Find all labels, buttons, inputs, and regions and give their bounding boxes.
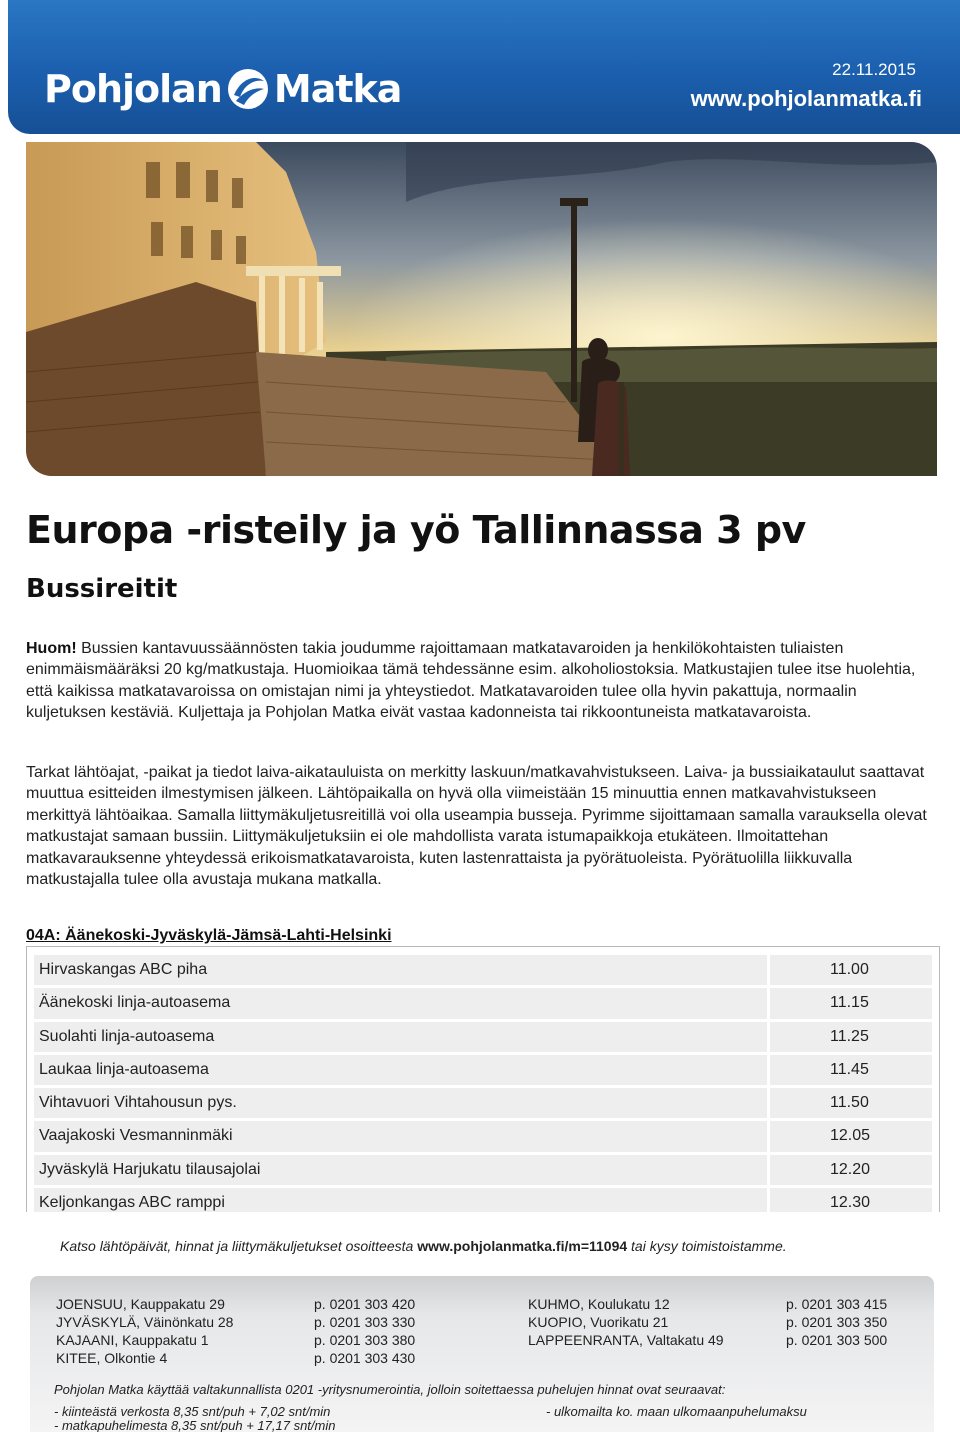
- table-row: [34, 1188, 932, 1212]
- office-phone: p. 0201 303 420: [314, 1296, 416, 1312]
- office-phone: p. 0201 303 500: [786, 1332, 888, 1348]
- footer-rate-landline: - kiinteästä verkosta 8,35 snt/puh + 7,02 snt/min: [54, 1404, 331, 1419]
- office-name: JOENSUU, Kauppakatu 29: [56, 1296, 225, 1312]
- logo[interactable]: [44, 54, 401, 124]
- stop-name: Hirvaskangas ABC piha: [34, 955, 767, 985]
- table-row: [34, 1155, 932, 1188]
- more-suffix: tai kysy toimistoistamme.: [627, 1238, 787, 1254]
- stop-name: Laukaa linja-autoasema: [34, 1055, 767, 1085]
- table-row: [34, 988, 932, 1021]
- stop-time: 12.30: [770, 1188, 932, 1212]
- more-link[interactable]: www.pohjolanmatka.fi/m=11094: [417, 1238, 628, 1254]
- more-text: Katso lähtöpäivät, hinnat ja liittymäkuljetukset osoitteesta: [60, 1238, 418, 1254]
- page-header: [8, 0, 960, 134]
- stop-name: Vihtavuori Vihtahousun pys.: [34, 1088, 767, 1118]
- info-paragraph: Tarkat lähtöajat, -paikat ja tiedot laiva-aikatauluista on merkitty laskuun/matkavahvistukseen. Laiva- ja bussiaikataulut saattavat muuttua esitteiden ilmestymisen jälkeen. Lähtöpaikalla on hyvä olla viimeistään 15 minuuttia ennen matkavahvistukseen merkittyä lähtöaikaa. Samalla liittymäkuljetusreitillä voi olla useampia busseja. Pyrimme sijoittamaan samalla varauksella olevat matkustajat samaan bussiin. Liittymäkuljetuksiin ei ole mahdollista varata istumapaikkoja etukäteen. Ilmoitattehan matkavarauksenne yhteydessä erikoismatkatavaroista, kuten lastenrattaista ja pyörätuoleista. Pyörätuolilla liikkuvalla matkustajalla tulee olla avustaja mukana matkalla.: [26, 764, 927, 889]
- site-url[interactable]: www.pohjolanmatka.fi: [690, 86, 922, 111]
- office-name: KUOPIO, Vuorikatu 21: [528, 1314, 669, 1330]
- footer: [30, 1276, 934, 1432]
- tallinn-photo-icon: [26, 142, 937, 476]
- office-name: KUHMO, Koulukatu 12: [528, 1296, 670, 1312]
- logo-text-left: Pohjolan: [44, 67, 222, 111]
- notice-paragraph: [26, 638, 938, 724]
- stop-time: 11.45: [770, 1055, 932, 1085]
- page-title: Europa -risteily ja yö Tallinnassa 3 pv: [26, 508, 806, 552]
- stop-time: 12.20: [770, 1155, 932, 1185]
- office-phone: p. 0201 303 415: [786, 1296, 888, 1312]
- route-title: 04A: Äänekoski-Jyväskylä-Jämsä-Lahti-Helsinki: [26, 927, 392, 944]
- route-table: [26, 946, 940, 1212]
- footer-rate-abroad: - ulkomailta ko. maan ulkomaanpuhelumaksu: [546, 1404, 807, 1419]
- hero-photo: [26, 142, 937, 476]
- notice-text: Bussien kantavuussäännösten takia joudumme rajoittamaan matkatavaroiden ja henkilökohtaisten tuliaisten enimmäismääräksi 20 kg/matkustaja. Huomioikaa tämä tehdessänne esim. alkoholiostoksia. Matkustajien tulee itse huolehtia, että kaikissa matkatavaroissa on omistajan nimi ja yhteystiedot. Matkatavaroiden tulee olla hyvin pakattuja, normaalin kuljetuksen kestäviä. Kuljettaja ja Pohjolan Matka eivät vastaa kadonneista tai rikkoontuneista matkatavaroista.: [26, 640, 916, 722]
- footer-note: Pohjolan Matka käyttää valtakunnallista 0201 -yritysnumerointia, jolloin soitettaessa puhelujen hinnat ovat seuraavat:: [54, 1382, 726, 1397]
- stop-name: Jyväskylä Harjukatu tilausajolai: [34, 1155, 767, 1185]
- table-row: [34, 1055, 932, 1088]
- logo-text-right: Matka: [273, 67, 402, 111]
- office-name: LAPPEENRANTA, Valtakatu 49: [528, 1332, 724, 1348]
- footer-rate-mobile: - matkapuhelimesta 8,35 snt/puh + 17,17 snt/min: [54, 1418, 336, 1432]
- office-name: JYVÄSKYLÄ, Väinönkatu 28: [56, 1314, 234, 1330]
- office-phone: p. 0201 303 380: [314, 1332, 416, 1348]
- notice-label: Huom!: [26, 640, 77, 657]
- stop-time: 11.00: [770, 955, 932, 985]
- stop-time: 12.05: [770, 1121, 932, 1151]
- page-subtitle: Bussireitit: [26, 574, 178, 604]
- stop-time: 11.25: [770, 1022, 932, 1052]
- table-row: [34, 1121, 932, 1154]
- stop-time: 11.15: [770, 988, 932, 1018]
- stop-name: Suolahti linja-autoasema: [34, 1022, 767, 1052]
- office-list-left: [56, 1296, 476, 1368]
- stop-time: 11.50: [770, 1088, 932, 1118]
- office-name: KITEE, Olkontie 4: [56, 1350, 168, 1366]
- date: 22.11.2015: [832, 60, 916, 79]
- table-row: [34, 955, 932, 988]
- office-phone: p. 0201 303 330: [314, 1314, 416, 1330]
- stop-name: Vaajakoski Vesmanninmäki: [34, 1121, 767, 1151]
- stop-name: Äänekoski linja-autoasema: [34, 988, 767, 1018]
- stop-name: Keljonkangas ABC ramppi: [34, 1188, 767, 1212]
- office-phone: p. 0201 303 350: [786, 1314, 888, 1330]
- table-row: [34, 1088, 932, 1121]
- office-phone: p. 0201 303 430: [314, 1350, 416, 1366]
- office-name: KAJAANI, Kauppakatu 1: [56, 1332, 209, 1348]
- table-row: [34, 1022, 932, 1055]
- logo-swirl-icon: [226, 67, 270, 111]
- more-info-line: [60, 1238, 787, 1254]
- office-list-right: [528, 1296, 908, 1350]
